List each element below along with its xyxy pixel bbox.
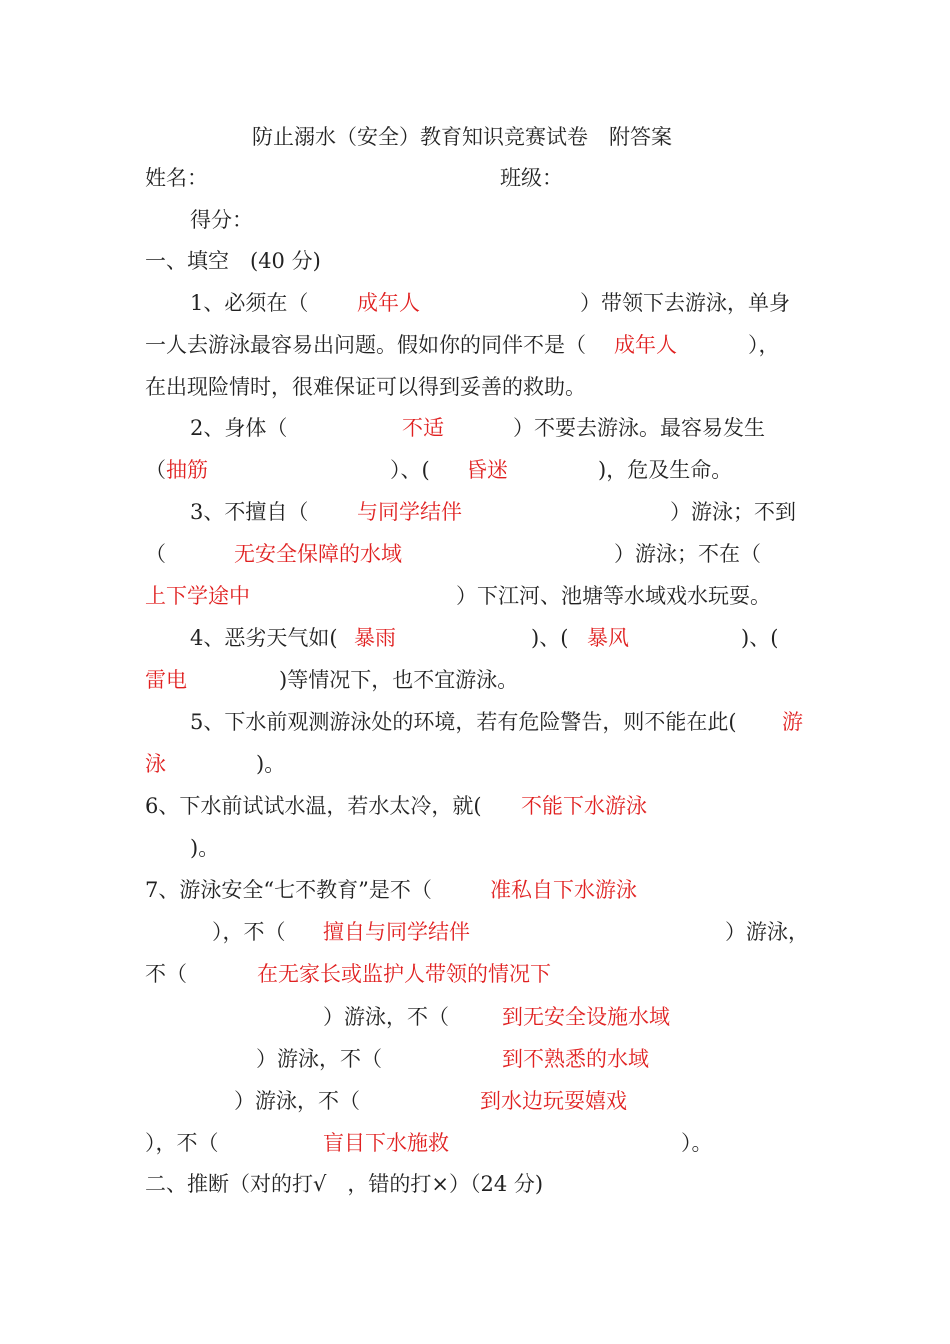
q4-answer-1: 暴雨 [354, 626, 396, 650]
q7-text: ）。 [681, 1131, 713, 1155]
q7-answer-5: 到不熟悉的水域 [502, 1047, 649, 1071]
q7-text: 7、游泳安全“七不教育”是不（ [145, 878, 432, 902]
q7-answer-3: 在无家长或监护人带领的情况下 [257, 962, 551, 986]
q5-text: 5、下水前观测游泳处的环境，若有危险警告，则不能在此( [190, 710, 737, 734]
q2-answer-1: 不适 [402, 416, 444, 440]
class-label: 班级： [500, 166, 563, 190]
q1-text: 1、必须在（ [190, 291, 309, 315]
q7-text: ）游泳，不（ [234, 1089, 360, 1113]
q6-answer-1: 不能下水游泳 [521, 794, 647, 818]
q6-text: 6、下水前试试水温，若水太冷，就( [145, 794, 482, 818]
q1-answer-1: 成年人 [357, 291, 420, 315]
q7-text: ），不（ [145, 1131, 219, 1155]
q4-text: )、( [741, 626, 779, 650]
q2-text: ）、( [390, 458, 430, 482]
q4-text: 4、恶劣天气如( [190, 626, 338, 650]
q7-answer-1: 准私自下水游泳 [490, 878, 637, 902]
q1-text: ）， [748, 333, 780, 357]
q3-text: ）下江河、池塘等水域戏水玩耍。 [456, 584, 771, 608]
q3-answer-2: 无安全保障的水域 [234, 542, 402, 566]
q3-text: （ [145, 542, 166, 566]
q3-answer-1: 与同学结伴 [357, 500, 462, 524]
name-label: 姓名： [145, 166, 208, 190]
q5-answer-1: 游 [782, 710, 803, 734]
q4-answer-2: 暴风 [587, 626, 629, 650]
q5-text: )。 [256, 752, 286, 776]
q7-answer-2: 擅自与同学结伴 [323, 920, 470, 944]
q2-text: ）不要去游泳。最容易发生 [513, 416, 765, 440]
q7-text: ）游泳，不（ [256, 1047, 382, 1071]
q3-text: 3、不擅自（ [190, 500, 309, 524]
section-2-heading: 二、推断（对的打√ ，错的打×）（24 分) [145, 1172, 544, 1196]
q7-text: ）游泳，不（ [323, 1005, 449, 1029]
q1-answer-2: 成年人 [614, 333, 677, 357]
q3-text: ）游泳；不在（ [614, 542, 761, 566]
q7-text: ）游泳， [725, 920, 809, 944]
q1-text: 一人去游泳最容易出问题。假如你的同伴不是（ [145, 333, 586, 357]
q4-answer-3: 雷电 [145, 668, 187, 692]
q3-text: ）游泳；不到 [670, 500, 796, 524]
q1-text: 在出现险情时，很难保证可以得到妥善的救助。 [145, 375, 586, 399]
q7-text: ），不（ [212, 920, 286, 944]
q7-answer-7: 盲目下水施救 [323, 1131, 449, 1155]
q1-text: ）带领下去游泳，单身 [580, 291, 790, 315]
q7-answer-6: 到水边玩耍嬉戏 [480, 1089, 627, 1113]
section-1-heading: 一、填空 (40 分) [145, 249, 321, 273]
q2-answer-2: 抽筋 [166, 458, 208, 482]
q5-answer-1: 泳 [145, 752, 166, 776]
q4-text: )、( [531, 626, 569, 650]
q6-text: )。 [190, 836, 220, 860]
q3-answer-3: 上下学途中 [145, 584, 250, 608]
q7-answer-4: 到无安全设施水域 [502, 1005, 670, 1029]
q7-text: 不（ [145, 962, 187, 986]
q4-text: )等情况下，也不宜游泳。 [279, 668, 519, 692]
document-title: 防止溺水（安全）教育知识竞赛试卷 附答案 [252, 125, 672, 149]
q2-text: )，危及生命。 [598, 458, 733, 482]
q2-text: 2、身体（ [190, 416, 288, 440]
q2-answer-3: 昏迷 [466, 458, 508, 482]
score-label: 得分： [190, 208, 253, 232]
q2-text: （ [145, 458, 166, 482]
